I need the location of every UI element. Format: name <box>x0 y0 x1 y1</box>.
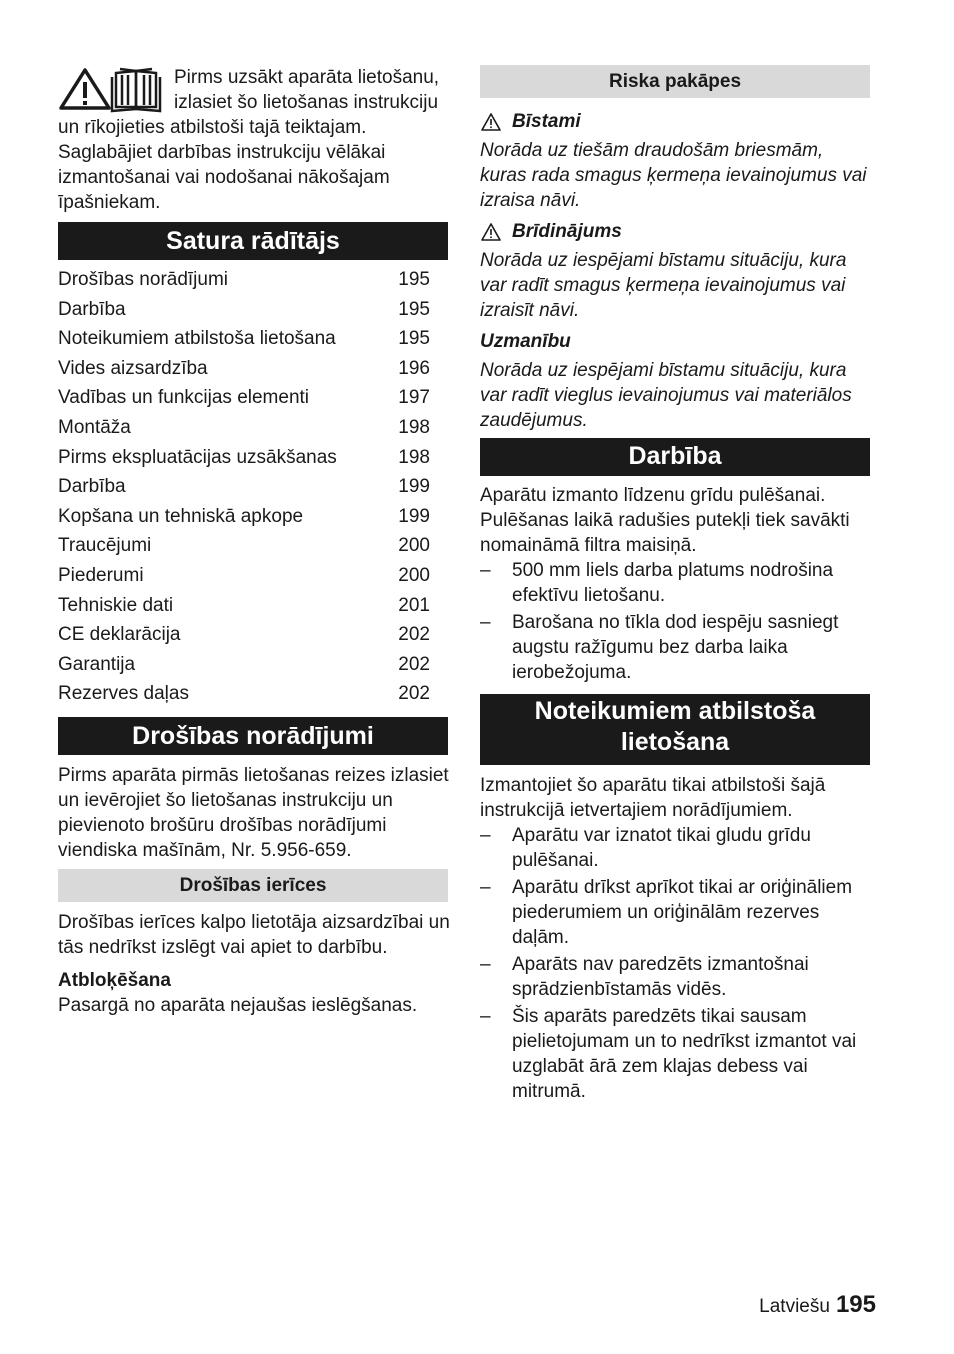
toc-label: Darbība <box>58 476 126 498</box>
toc-row[interactable] <box>58 591 430 621</box>
warning-triangle-icon <box>480 222 502 242</box>
risk-levels-block <box>480 109 872 433</box>
warning-triangle-icon <box>61 70 109 108</box>
toc-row[interactable] <box>58 531 430 561</box>
safety-text: Pirms aparāta pirmās lietošanas reizes izlasiet un ievērojiet šo lietošanas instrukciju un pievienoto brošūru drošības norādījumi viendiska mašīnām, Nr. 5.956-659. <box>58 765 449 861</box>
caution-label: Uzmanību <box>480 331 571 352</box>
lock-text: Pasargā no aparāta nejaušas ieslēgšanas. <box>58 995 418 1016</box>
intended-use-heading-line1: Noteikumiem atbilstoša <box>534 697 816 725</box>
page-number: 195 <box>835 1291 876 1318</box>
danger-label: Bīstami <box>512 111 581 132</box>
toc-label: Kopšana un tehniskā apkope <box>58 505 304 527</box>
list-item-text: Šis aparāts paredzēts tikai sausam pielietojumam un to nedrīkst izmantot vai uzglabāt ārā zem klajas debess vai mitrumā. <box>512 1006 857 1102</box>
toc-page: 201 <box>398 594 430 616</box>
danger-text: Norāda uz tiešām draudošām briesmām, kuras rada smagus ķermeņa ievainojumus vai izraisa nāvi. <box>480 140 867 211</box>
toc-row[interactable] <box>58 324 430 354</box>
toc-label: Vadības un funkcijas elementi <box>58 387 310 409</box>
table-of-contents <box>58 265 430 709</box>
intended-use-bullets <box>480 823 872 1104</box>
operation-text: Aparātu izmanto līdzenu grīdu pulēšanai. Pulēšanas laikā radušies putekļi tiek savākti nomaināmā filtra maisiņā. <box>480 485 850 556</box>
warning-and-manual-icon <box>58 65 170 113</box>
warning-label: Brīdinājums <box>512 221 622 242</box>
toc-label: Darbība <box>58 298 126 320</box>
toc-page: 196 <box>398 357 430 379</box>
toc-page: 200 <box>398 564 430 586</box>
toc-page: 199 <box>398 505 430 527</box>
manual-book-icon <box>112 69 160 111</box>
list-item-text: 500 mm liels darba platums nodrošina efektīvu lietošanu. <box>512 560 834 606</box>
toc-label: Piederumi <box>58 564 144 586</box>
toc-row[interactable] <box>58 679 430 709</box>
toc-page: 200 <box>398 535 430 557</box>
dash-bullet: – <box>480 560 491 581</box>
toc-page: 195 <box>398 269 430 290</box>
toc-row[interactable] <box>58 502 430 532</box>
list-item <box>480 823 872 873</box>
safety-devices-block <box>58 910 450 1018</box>
toc-label: Noteikumiem atbilstoša lietošana <box>58 328 336 350</box>
toc-row[interactable] <box>58 383 430 413</box>
dash-bullet: – <box>480 877 491 898</box>
danger-label-row <box>480 109 872 134</box>
intro-block <box>58 65 450 215</box>
toc-row[interactable] <box>58 561 430 591</box>
safety-devices-heading: Drošības ierīces <box>58 869 448 902</box>
intended-use-block <box>480 773 872 1104</box>
toc-row[interactable] <box>58 620 430 650</box>
list-item-text: Barošana no tīkla dod iespēju sasniegt augstu ražīgumu bez darba laika ierobežojuma. <box>512 612 839 683</box>
toc-page: 195 <box>398 328 430 350</box>
operation-heading: Darbība <box>480 438 870 476</box>
toc-page: 202 <box>398 653 430 675</box>
toc-row[interactable] <box>58 443 430 473</box>
warning-label-row <box>480 219 872 244</box>
operation-block <box>480 483 872 685</box>
list-item-text: Aparātu drīkst aprīkot tikai ar oriģināliem piederumiem un oriģinālām rezerves daļām. <box>512 877 853 948</box>
toc-label: CE deklarācija <box>58 624 181 646</box>
toc-page: 198 <box>398 416 430 438</box>
toc-label: Garantija <box>58 653 136 675</box>
footer-language: Latviešu <box>759 1296 830 1317</box>
list-item-text: Aparāts nav paredzēts izmantošnai sprādzienbīstamās vidēs. <box>512 954 809 1000</box>
dash-bullet: – <box>480 1006 491 1027</box>
dash-bullet: – <box>480 612 491 633</box>
intended-use-text: Izmantojiet šo aparātu tikai atbilstoši šajā instrukcijā ietvertajiem norādījumiem. <box>480 775 826 821</box>
risk-heading: Riska pakāpes <box>480 65 870 98</box>
toc-label: Traucējumi <box>58 535 152 557</box>
toc-row[interactable] <box>58 650 430 680</box>
toc-page: 197 <box>398 387 430 409</box>
toc-label: Tehniskie dati <box>58 594 174 616</box>
safety-text-block <box>58 763 450 863</box>
list-item <box>480 558 872 608</box>
toc-page: 202 <box>398 624 430 646</box>
dash-bullet: – <box>480 954 491 975</box>
list-item <box>480 610 872 685</box>
operation-bullets <box>480 558 872 685</box>
caution-text: Norāda uz iespējami bīstamu situāciju, kura var radīt vieglus ievainojumus vai materiālos zaudējumus. <box>480 360 852 431</box>
intro-text: Pirms uzsākt aparāta lietošanu, izlasiet šo lietošanas instrukciju un rīkojieties atbilstoši tajā teiktajam. Saglabājiet darbības instrukciju vēlākai izmantošanai vai nodošanai nākošajam īpašniekam. <box>58 67 440 213</box>
warning-triangle-icon <box>480 112 502 132</box>
toc-row[interactable] <box>58 265 430 295</box>
toc-row[interactable] <box>58 413 430 443</box>
toc-page: 198 <box>398 446 430 468</box>
toc-heading: Satura rādītājs <box>58 222 448 260</box>
lock-label: Atbloķēšana <box>58 970 171 991</box>
page-footer <box>759 1292 876 1319</box>
list-item <box>480 1004 872 1104</box>
toc-row[interactable] <box>58 354 430 384</box>
intended-use-heading <box>480 694 870 765</box>
toc-label: Vides aizsardzība <box>58 357 208 379</box>
toc-row[interactable] <box>58 472 430 502</box>
safety-devices-text: Drošības ierīces kalpo lietotāja aizsardzībai un tās nedrīkst izslēgt vai apiet to darbību. <box>58 912 450 958</box>
toc-label: Pirms ekspluatācijas uzsākšanas <box>58 446 337 468</box>
safety-heading: Drošības norādījumi <box>58 717 448 755</box>
toc-label: Drošības norādījumi <box>58 269 229 290</box>
warning-text: Norāda uz iespējami bīstamu situāciju, kura var radīt smagus ķermeņa ievainojumus vai izraisīt nāvi. <box>480 250 847 321</box>
toc-label: Montāža <box>58 416 131 438</box>
list-item <box>480 875 872 950</box>
toc-label: Rezerves daļas <box>58 683 189 705</box>
toc-row[interactable] <box>58 295 430 325</box>
dash-bullet: – <box>480 825 491 846</box>
toc-page: 195 <box>398 298 430 320</box>
toc-page: 202 <box>398 683 430 705</box>
toc-page: 199 <box>398 476 430 498</box>
list-item <box>480 952 872 1002</box>
list-item-text: Aparātu var iznatot tikai gludu grīdu pulēšanai. <box>512 825 811 871</box>
intended-use-heading-line2: lietošana <box>620 728 730 756</box>
